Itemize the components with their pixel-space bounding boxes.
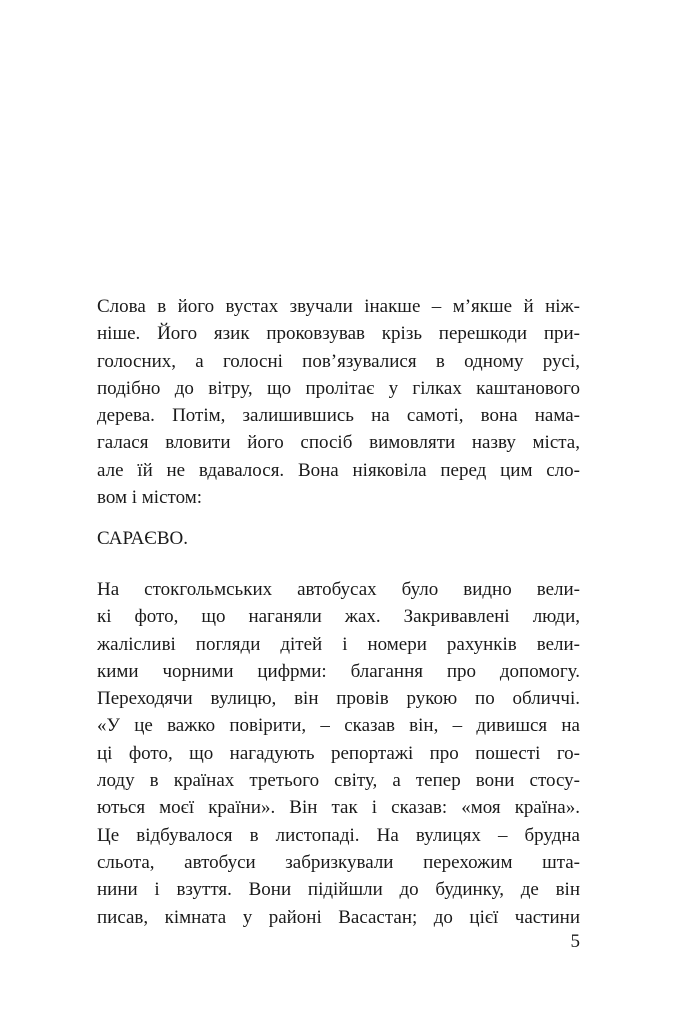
text-line: кі фото, що наганяли жах. Закривавлені люди, — [97, 606, 580, 628]
text-line: Слова в його вустах звучали інакше – м’якше й ніж- — [97, 296, 580, 317]
text-line: кими чорними цифрми: благання про допомогу. — [97, 660, 580, 682]
text-line: нини і взуття. Вони підійшли до будинку, де він — [97, 879, 580, 901]
text-line: ються моєї країни». Він так і сказав: «моя країна». — [97, 797, 580, 819]
text-line: дерева. Потім, залишившись на самоті, вона нама- — [97, 405, 580, 427]
text-line: вом і містом: — [97, 487, 203, 509]
text-line: галася вловити його спосіб вимовляти назву міста, — [97, 432, 580, 454]
text-line: голосних, а голосні пов’язувалися в одному русі, — [97, 350, 580, 372]
text-line: сльота, автобуси забризкували перехожим шта- — [97, 851, 580, 873]
heading-text: САРАЄВО. — [97, 528, 188, 549]
city-heading — [97, 525, 580, 552]
text-line: ці фото, що нагадують репортажі про пошесті го- — [97, 742, 580, 764]
text-line: На стокгольмських автобусах було видно вели- — [97, 579, 580, 600]
paragraph-1 — [97, 293, 580, 511]
text-line: Це відбувалося в листопаді. На вулицях – брудна — [97, 824, 580, 846]
paragraph-2 — [97, 576, 580, 931]
text-line: жалісливі погляди дітей і номери рахунків вели- — [97, 633, 580, 655]
text-line: подібно до вітру, що пролітає у гілках каштанового — [97, 377, 580, 399]
text-line: ніше. Його язик проковзував крізь перешкоди при- — [97, 323, 580, 345]
text-line: але їй не вдавалося. Вона ніяковіла перед цим сло- — [97, 459, 580, 481]
text-line: «У це важко повірити, – сказав він, – дивишся на — [97, 715, 580, 737]
page-number: 5 — [570, 931, 580, 952]
text-line: Переходячи вулицю, він провів рукою по обличчі. — [97, 688, 580, 710]
text-line: лоду в країнах третього світу, а тепер вони стосу- — [97, 770, 580, 792]
text-line: писав, кімната у районі Васастан; до цієї частини — [97, 906, 580, 928]
